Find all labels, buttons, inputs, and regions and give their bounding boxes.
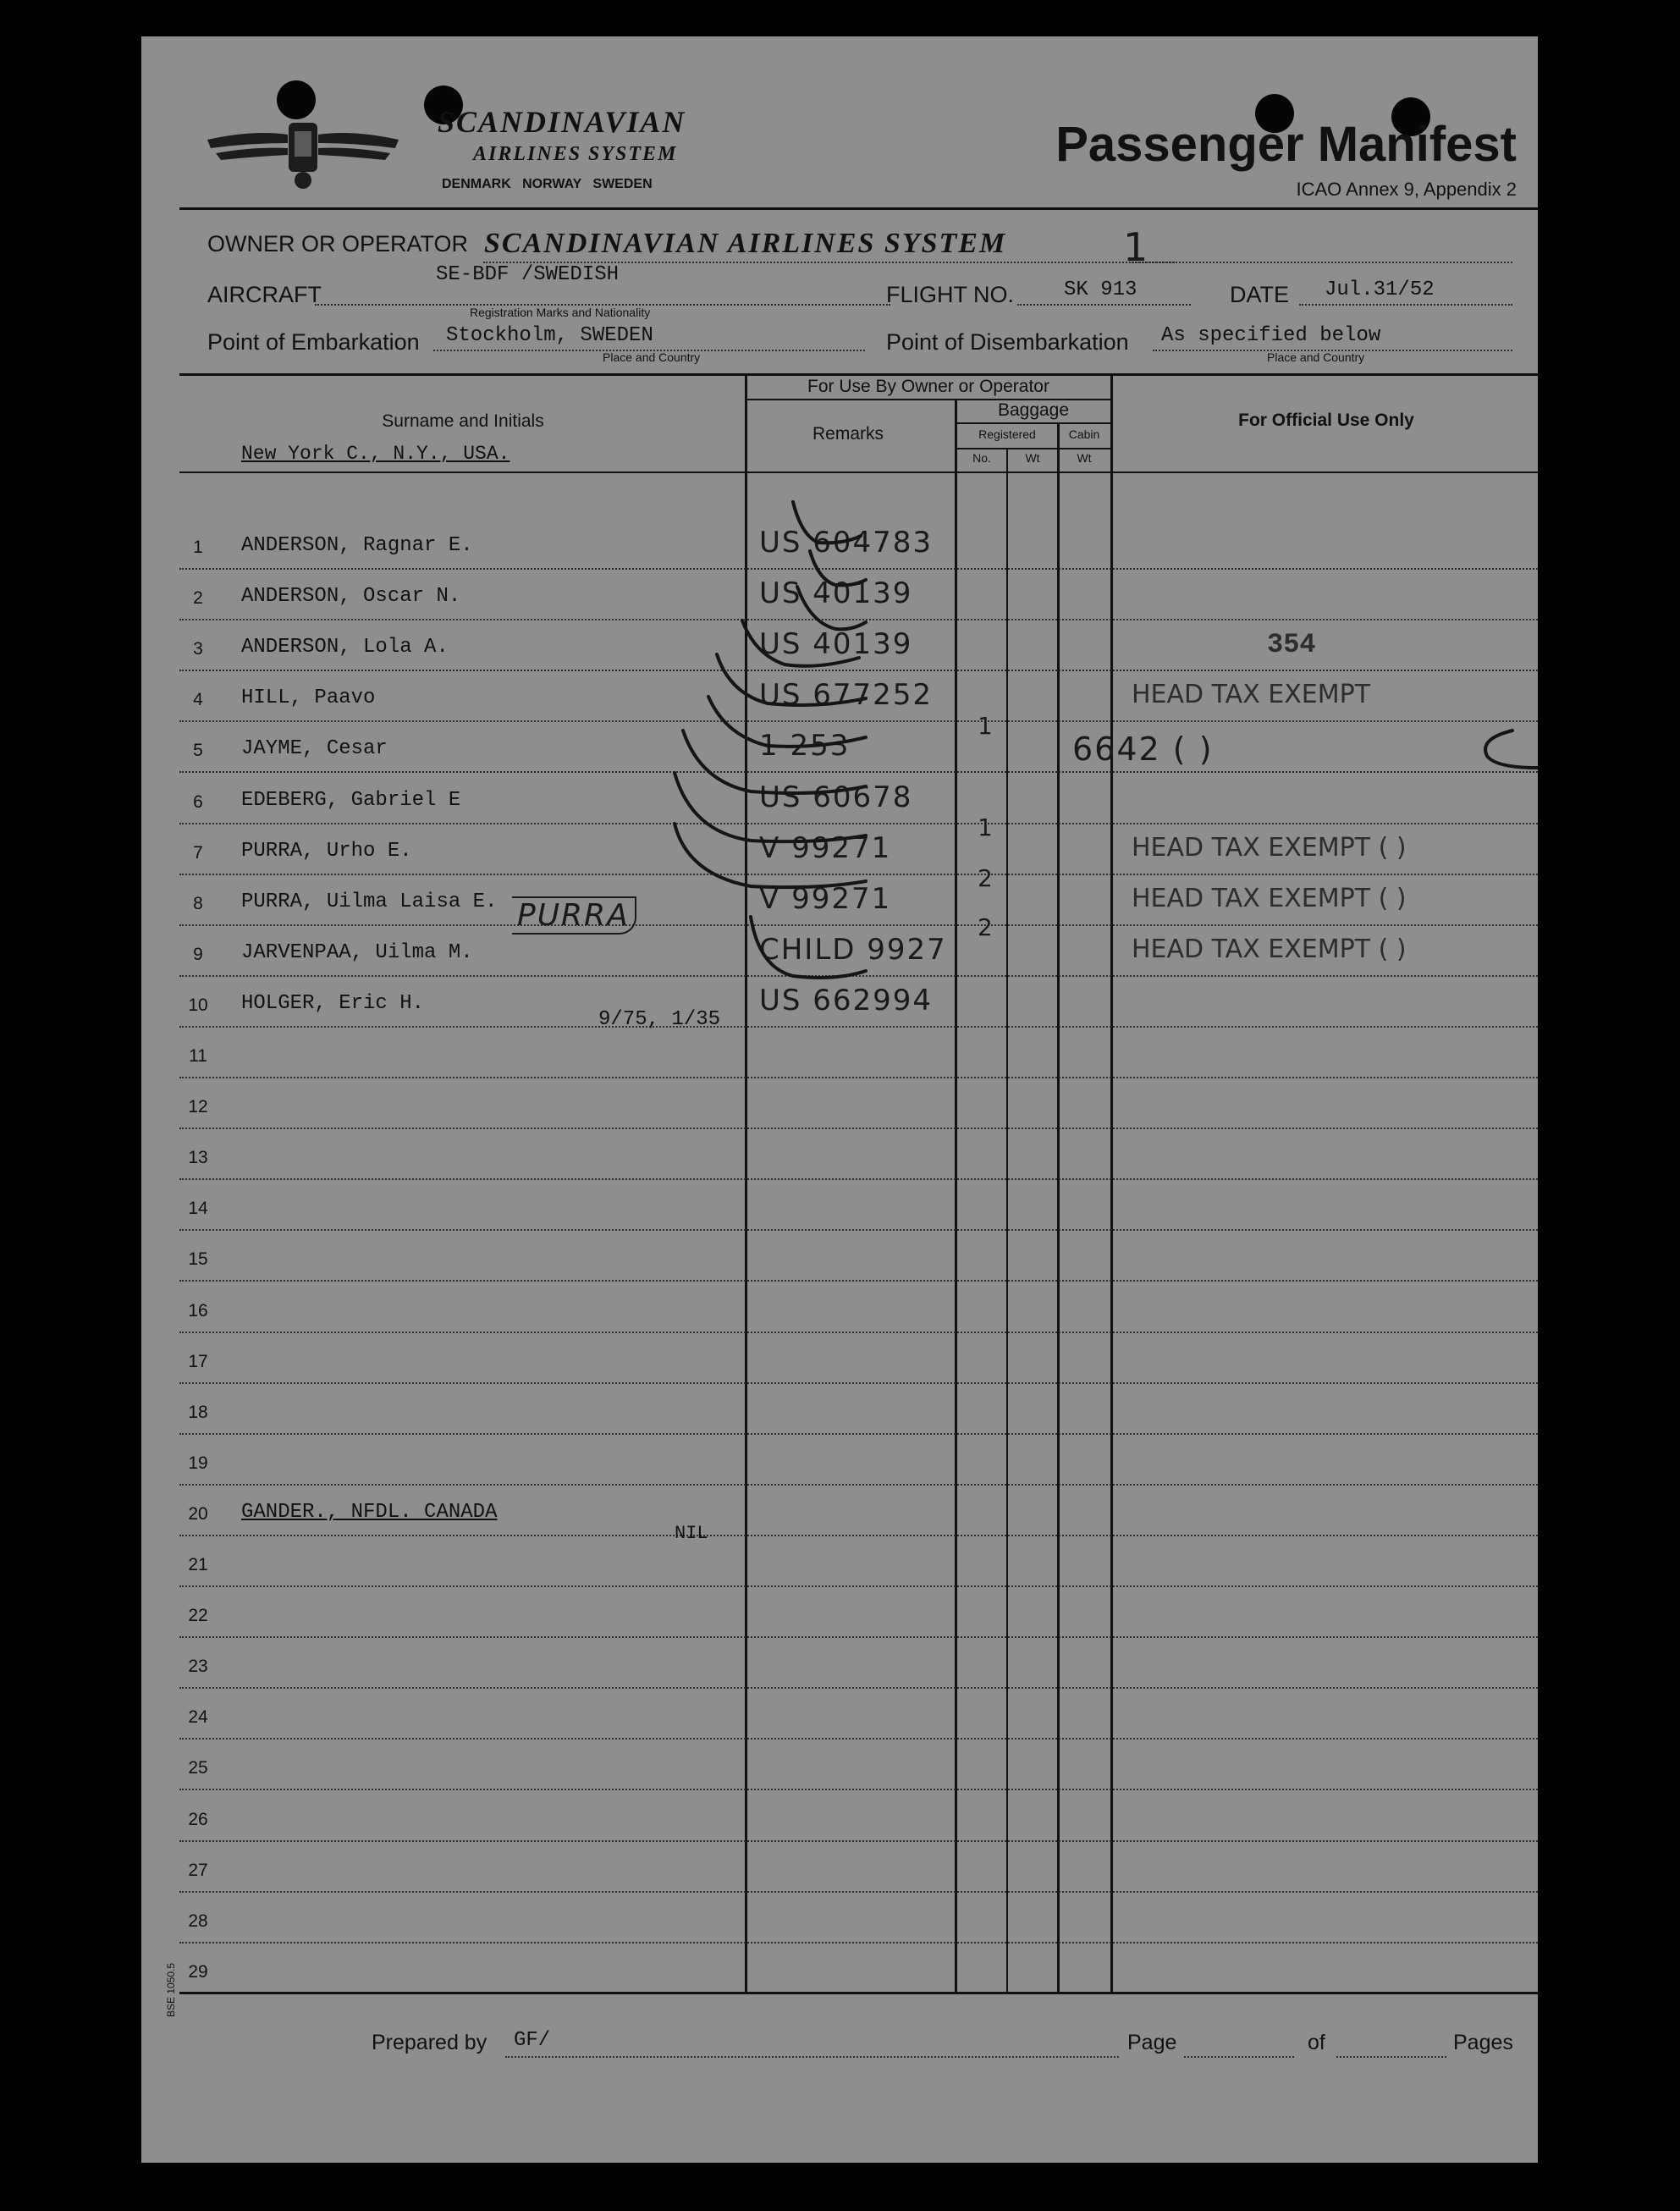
page-label: Page — [1127, 2031, 1177, 2054]
passenger-remark: V 99271 — [759, 831, 892, 865]
flight-label: FLIGHT NO. — [886, 282, 1015, 307]
row-number: 12 — [188, 1097, 208, 1117]
passenger-remark: US 60678 — [759, 780, 913, 814]
destination-newyork: New York C., N.Y., USA. — [241, 443, 510, 465]
row-number: 27 — [188, 1861, 208, 1880]
row-rule — [179, 1636, 1538, 1638]
airline-name-line1: SCANDINAVIAN — [438, 105, 686, 139]
row-number: 2 — [193, 588, 203, 608]
row-number: 13 — [188, 1148, 208, 1167]
manifest-sheet — [141, 36, 1538, 2163]
owner-line-ext — [1132, 262, 1512, 263]
form-code: BSE 1050.5 — [165, 1962, 177, 2017]
passenger-name: ANDERSON, Lola A. — [241, 636, 449, 659]
row-rule — [179, 1229, 1538, 1231]
baggage-header: Baggage — [997, 400, 1070, 420]
airline-name-line2: AIRLINES SYSTEM — [473, 143, 678, 165]
passenger-remark: US 604783 — [759, 526, 934, 560]
row-number: 19 — [188, 1453, 208, 1473]
date-label: DATE — [1230, 282, 1290, 307]
header-divider — [179, 207, 1538, 210]
owner-label: OWNER OR OPERATOR — [207, 231, 469, 256]
row-number: 17 — [188, 1352, 208, 1371]
row-rule — [179, 1433, 1538, 1435]
passenger-name: ANDERSON, Ragnar E. — [241, 534, 473, 557]
passenger-name: GANDER., NFDL. CANADA — [241, 1501, 498, 1524]
table-header-rule — [179, 471, 1538, 473]
airline-countries: DENMARK NORWAY SWEDEN — [442, 177, 653, 191]
page-subtitle: ICAO Annex 9, Appendix 2 — [1296, 179, 1517, 200]
passenger-name: HILL, Paavo — [241, 686, 376, 709]
official-use-entry: HEAD TAX EXEMPT — [1132, 680, 1371, 709]
handwritten-mark: 1 — [1123, 224, 1150, 270]
row-rule — [179, 1077, 1538, 1078]
official-use-header: For Official Use Only — [1238, 411, 1414, 430]
embark-label: Point of Embarkation — [207, 329, 420, 355]
passenger-name: JAYME, Cesar — [241, 737, 388, 760]
owner-use-header: For Use By Owner or Operator — [807, 377, 1049, 396]
row-number: 14 — [188, 1199, 208, 1218]
row-number: 20 — [188, 1504, 208, 1524]
column-rule-regwt — [1057, 424, 1060, 1993]
passenger-remark: US 677252 — [759, 678, 934, 712]
row-number: 16 — [188, 1301, 208, 1321]
row-number: 4 — [193, 690, 203, 709]
official-use-entry: HEAD TAX EXEMPT ( ) — [1132, 884, 1407, 913]
passenger-name: PURRA, Urho E. — [241, 840, 412, 863]
row-number: 11 — [189, 1046, 207, 1066]
row-number: 25 — [188, 1758, 208, 1778]
nil-note: NIL — [675, 1523, 708, 1544]
passenger-name: HOLGER, Eric H. — [241, 992, 425, 1015]
row-number: 26 — [188, 1810, 208, 1829]
flight-line — [1017, 304, 1191, 306]
passenger-remark: V 99271 — [759, 882, 892, 916]
aircraft-label: AIRCRAFT — [207, 282, 322, 307]
row-rule — [179, 1026, 1538, 1028]
row-number: 18 — [188, 1403, 208, 1422]
row-number: 22 — [188, 1606, 208, 1625]
row-rule — [179, 1128, 1538, 1129]
date-value: Jul.31/52 — [1325, 278, 1435, 301]
row-number: 3 — [193, 639, 203, 659]
owner-value: SCANDINAVIAN AIRLINES SYSTEM — [484, 228, 1007, 259]
page-title: Passenger Manifest — [1055, 117, 1517, 172]
row-number: 6 — [193, 792, 203, 812]
disembark-label: Point of Disembarkation — [886, 329, 1129, 355]
column-rule-cabin — [1110, 375, 1113, 1993]
row-rule — [179, 1891, 1538, 1893]
passenger-remark: US 40139 — [759, 576, 913, 610]
row-number: 23 — [188, 1657, 208, 1676]
wt-cabin-header: Wt — [1077, 451, 1092, 465]
remarks-header: Remarks — [812, 424, 884, 444]
baggage-no-row9: 2 — [978, 913, 994, 941]
no-header: No. — [972, 451, 991, 465]
official-use-entry: 6642 ( ) — [1072, 731, 1214, 768]
row-number: 29 — [188, 1962, 208, 1982]
row-rule — [179, 1178, 1538, 1180]
row-rule — [179, 1585, 1538, 1587]
prepared-value: GF/ — [514, 2029, 551, 2052]
row-number: 5 — [193, 741, 203, 760]
column-rule-regno — [1006, 448, 1008, 1993]
totals-note: 9/75, 1/35 — [598, 1008, 721, 1031]
baggage-no-row7: 1 — [978, 813, 994, 841]
official-use-entry: HEAD TAX EXEMPT ( ) — [1132, 935, 1407, 964]
passenger-name: JARVENPAA, Uilma M. — [241, 941, 473, 964]
row-rule — [179, 1484, 1538, 1486]
handwritten-check-marks-icon — [649, 477, 954, 1018]
row-number: 28 — [188, 1911, 208, 1931]
column-rule-remarks — [955, 400, 957, 1993]
baggage-no-row5: 1 — [978, 712, 994, 740]
passenger-name: EDEBERG, Gabriel E — [241, 789, 461, 812]
row-number: 15 — [188, 1249, 208, 1269]
row-rule — [179, 1382, 1538, 1384]
passenger-name: ANDERSON, Oscar N. — [241, 585, 461, 608]
baggage-no-row8: 2 — [978, 864, 994, 892]
handwritten-name-addition: PURRA — [512, 896, 636, 935]
row-rule — [179, 1280, 1538, 1282]
row-rule — [179, 1840, 1538, 1842]
of-line — [1336, 2056, 1446, 2058]
embark-caption: Place and Country — [603, 350, 701, 364]
row-rule — [179, 1687, 1538, 1689]
row-number: 9 — [193, 945, 203, 964]
prepared-line — [505, 2056, 1119, 2058]
disembark-caption: Place and Country — [1267, 350, 1365, 364]
table-top-rule — [179, 373, 1538, 376]
date-line — [1299, 304, 1512, 306]
row-rule — [179, 1738, 1538, 1740]
page-line — [1184, 2056, 1294, 2058]
row-number: 10 — [188, 995, 208, 1015]
wt-registered-header: Wt — [1025, 451, 1040, 465]
passenger-remark: 1 253 — [759, 729, 851, 763]
of-label: of — [1308, 2031, 1325, 2054]
registered-header: Registered — [978, 427, 1036, 441]
official-use-entry: 354 — [1267, 629, 1316, 660]
cabin-header: Cabin — [1068, 427, 1100, 441]
baggage-subrule — [956, 448, 1110, 449]
prepared-label: Prepared by — [372, 2031, 487, 2054]
official-brace-marks-icon — [1462, 697, 1538, 968]
surname-header: Surname and Initials — [382, 411, 544, 431]
footer-rule — [179, 1992, 1538, 1994]
row-rule — [179, 1535, 1538, 1536]
passenger-name: PURRA, Uilma Laisa E. — [241, 890, 498, 913]
flight-value: SK 913 — [1064, 278, 1137, 301]
row-rule — [179, 1942, 1538, 1944]
row-rule — [179, 1332, 1538, 1333]
passenger-remark: CHILD 9927 — [759, 933, 947, 967]
passenger-remark: US 40139 — [759, 627, 913, 661]
embark-value: Stockholm, SWEDEN — [446, 324, 653, 347]
baggage-underline — [956, 422, 1110, 424]
row-number: 7 — [193, 843, 203, 863]
row-number: 8 — [193, 894, 203, 913]
official-use-entry: HEAD TAX EXEMPT ( ) — [1132, 833, 1407, 863]
row-number: 1 — [193, 538, 203, 557]
row-number: 21 — [188, 1555, 208, 1574]
row-number: 24 — [188, 1707, 208, 1727]
aircraft-caption: Registration Marks and Nationality — [470, 306, 651, 319]
passenger-remark: US 662994 — [759, 984, 934, 1017]
disembark-value: As specified below — [1161, 324, 1381, 347]
sas-wings-logo-icon — [207, 114, 399, 190]
aircraft-value: SE-BDF /SWEDISH — [436, 263, 620, 286]
pages-label: Pages — [1453, 2031, 1513, 2054]
row-rule — [179, 1789, 1538, 1790]
